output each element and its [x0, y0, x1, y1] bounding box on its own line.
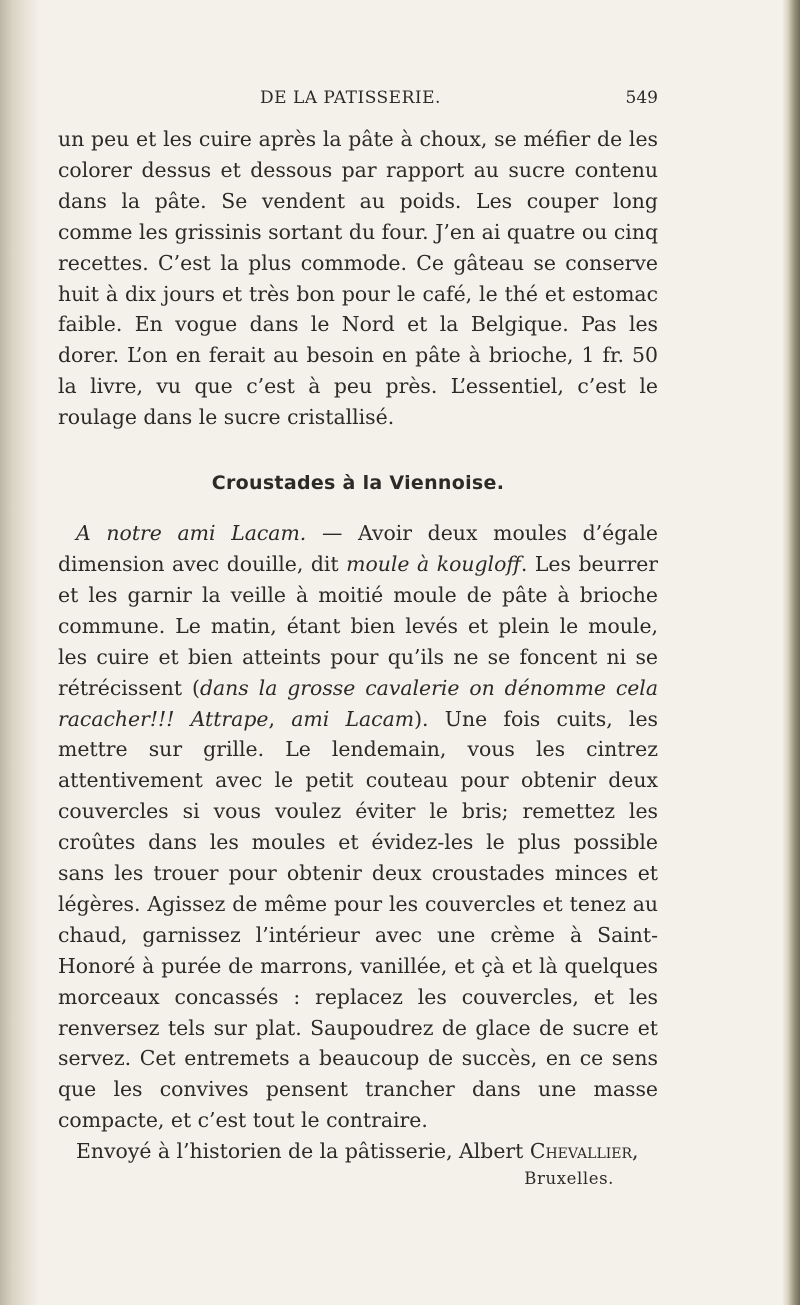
section-title: Croustades à la Viennoise. — [211, 472, 505, 495]
book-page — [58, 88, 658, 1188]
signature-line — [58, 1136, 658, 1167]
recipe-text-1: — Avoir deux moules d’égale dimension avec douille, dit — [58, 521, 658, 576]
recipe-text-3: , — [268, 706, 292, 731]
recipe-text-2: . Les beurrer et les garnir la veille à moitié moule de pâte à brioche commune. Le matin, étant bien levés et plein le moule, les cuire et bien atteints pour qu’ils ne se foncent ni se rétrécissent ( — [58, 551, 659, 700]
page-header — [58, 88, 658, 122]
dedication: A notre ami Lacam. — [76, 521, 307, 546]
paragraph-continued: un peu et les cuire après la pâte à choux, se méfier de les colorer dessus et dessous par rapport au sucre contenu dans la pâte. Se vendent au poids. Les couper long comme les grissinis sortant du four. J’en ai quatre ou cinq recettes. C’est la plus commode. Ce gâteau se conserve huit à dix jours et très bon pour le café, le thé et estomac faible. En vogue dans le Nord et la Belgique. Pas les dorer. L’on en ferait au besoin en pâte à brioche, 1 fr. 50 la livre, vu que c’est à peu près. L’essentiel, c’est le roulage dans le sucre cristallisé. — [58, 127, 658, 430]
running-head: DE LA PATISSERIE. — [260, 88, 441, 108]
aside-remark-2: ami Lacam — [291, 706, 415, 731]
signature-text: Envoyé à l’historien de la pâtisserie, Albert — [76, 1139, 530, 1164]
page-edge-shadow — [782, 0, 800, 1305]
mould-name: moule à kougloff — [346, 551, 521, 576]
signature-place: Bruxelles. — [524, 1169, 614, 1189]
recipe-paragraph — [58, 518, 658, 1136]
page-number: 549 — [625, 88, 658, 108]
aside-remark: dans la grosse cavalerie on dénomme cela racacher!!! Attrape — [58, 675, 658, 731]
recipe-text-4: ). Une fois cuits, les mettre sur grille. Le lendemain, vous les cintrez attentivement avec le petit couteau pour obtenir deux couvercles si vous voulez éviter le bris; remettez les croûtes dans les moules et évidez-les le plus possible sans les trouer pour obtenir deux croustades minces et légères. Agissez de même pour les couvercles et tenez au chaud, garnissez l’intérieur avec une crème à Saint-Honoré à purée de marrons, vanillée, et çà et là quelques morceaux concassés : replacez les couvercles, et les renversez tels sur plat. Saupoudrez de glace de sucre et servez. Cet entremets a beaucoup de succès, en ce sens que les convives pensent trancher dans une masse compacte, et c’est tout le contraire. — [58, 706, 658, 1133]
page-gutter-shadow — [0, 0, 40, 1305]
author-name: Chevallier, — [529, 1139, 639, 1164]
